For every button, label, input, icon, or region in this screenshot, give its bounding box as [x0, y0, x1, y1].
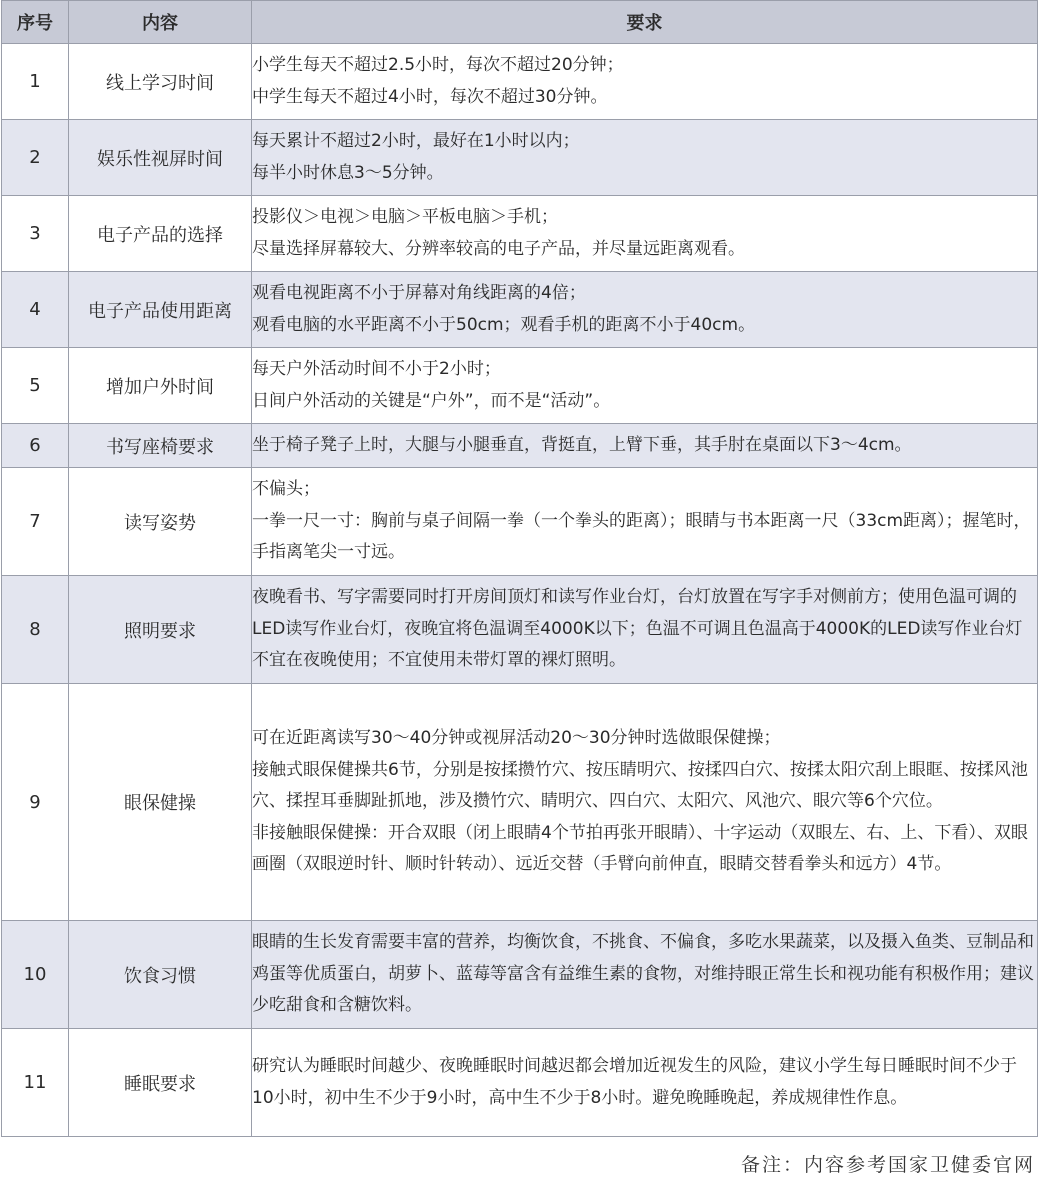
row-item: 增加户外时间	[69, 348, 252, 424]
row-requirement	[252, 424, 1038, 468]
row-number: 9	[2, 684, 69, 921]
table-row	[2, 120, 1038, 196]
row-requirement	[252, 468, 1038, 576]
requirement-line: 小学生每天不超过2.5小时，每次不超过20分钟；	[252, 54, 624, 75]
table-row	[2, 348, 1038, 424]
row-number: 4	[2, 272, 69, 348]
row-number: 5	[2, 348, 69, 424]
table-row	[2, 1029, 1038, 1137]
row-requirement	[252, 196, 1038, 272]
requirement-line: 接触式眼保健操共6节，分别是按揉攒竹穴、按压睛明穴、按揉四白穴、按揉太阳穴刮上眼眶、按揉风池穴、揉捏耳垂脚趾抓地，涉及攒竹穴、睛明穴、四白穴、太阳穴、风池穴、眼穴等6个穴位。	[252, 759, 1028, 812]
row-item: 读写姿势	[69, 468, 252, 576]
table-header-row	[2, 1, 1038, 44]
requirement-line: 非接触眼保健操：开合双眼（闭上眼睛4个节拍再张开眼睛）、十字运动（双眼左、右、上、下看）、双眼画圈（双眼逆时针、顺时针转动）、远近交替（手臂向前伸直，眼睛交替看拳头和远方）4节。	[252, 822, 1028, 875]
row-item: 饮食习惯	[69, 921, 252, 1029]
footnote: 备注：内容参考国家卫健委官网	[740, 1154, 1035, 1176]
row-item: 照明要求	[69, 576, 252, 684]
row-item: 眼保健操	[69, 684, 252, 921]
requirement-line: 眼睛的生长发育需要丰富的营养，均衡饮食，不挑食、不偏食，多吃水果蔬菜，以及摄入鱼类、豆制品和鸡蛋等优质蛋白，胡萝卜、蓝莓等富含有益维生素的食物，对维持眼正常生长和视功能有积极作用；建议少吃甜食和含糖饮料。	[252, 932, 1034, 1016]
requirement-line: 坐于椅子凳子上时，大腿与小腿垂直，背挺直，上臂下垂，其手肘在桌面以下3～4cm。	[252, 434, 912, 455]
row-item: 睡眠要求	[69, 1029, 252, 1137]
table-row	[2, 272, 1038, 348]
header-requirement: 要求	[252, 1, 1038, 44]
requirement-line: 观看电脑的水平距离不小于50cm；观看手机的距离不小于40cm。	[252, 314, 756, 335]
requirement-line: 可在近距离读写30～40分钟或视屏活动20～30分钟时选做眼保健操；	[252, 728, 781, 749]
requirement-line: 一拳一尺一寸：胸前与桌子间隔一拳（一个拳头的距离）；眼睛与书本距离一尺（33cm距离）；握笔时，手指离笔尖一寸远。	[252, 510, 1031, 563]
table-row	[2, 921, 1038, 1029]
row-requirement	[252, 576, 1038, 684]
requirement-line: 每半小时休息3～5分钟。	[252, 162, 444, 183]
table-row	[2, 576, 1038, 684]
row-item: 电子产品使用距离	[69, 272, 252, 348]
row-requirement	[252, 921, 1038, 1029]
row-requirement	[252, 120, 1038, 196]
requirement-line: 投影仪＞电视＞电脑＞平板电脑＞手机；	[252, 206, 558, 227]
header-number: 序号	[2, 1, 69, 44]
row-item: 书写座椅要求	[69, 424, 252, 468]
requirement-line: 研究认为睡眠时间越少、夜晚睡眠时间越迟都会增加近视发生的风险，建议小学生每日睡眠时间不少于10小时，初中生不少于9小时，高中生不少于8小时。避免晚睡晚起，养成规律性作息。	[252, 1055, 1017, 1108]
requirement-line: 每天累计不超过2小时，最好在1小时以内；	[252, 130, 580, 151]
requirement-line: 观看电视距离不小于屏幕对角线距离的4倍；	[252, 282, 586, 303]
requirement-line: 每天户外活动时间不小于2小时；	[252, 358, 501, 379]
row-number: 3	[2, 196, 69, 272]
header-content: 内容	[69, 1, 252, 44]
row-requirement	[252, 1029, 1038, 1137]
row-number: 6	[2, 424, 69, 468]
table-row	[2, 44, 1038, 120]
row-requirement	[252, 348, 1038, 424]
row-item: 娱乐性视屏时间	[69, 120, 252, 196]
requirement-line: 尽量选择屏幕较大、分辨率较高的电子产品，并尽量远距离观看。	[252, 238, 745, 259]
requirement-line: 夜晚看书、写字需要同时打开房间顶灯和读写作业台灯，台灯放置在写字手对侧前方；使用色温可调的LED读写作业台灯，夜晚宜将色温调至4000K以下；色温不可调且色温高于4000K的LED读写作业台灯不宜在夜晚使用；不宜使用未带灯罩的裸灯照明。	[252, 587, 1023, 671]
row-item: 线上学习时间	[69, 44, 252, 120]
table-row	[2, 468, 1038, 576]
row-requirement	[252, 684, 1038, 921]
row-requirement	[252, 272, 1038, 348]
row-item: 电子产品的选择	[69, 196, 252, 272]
requirement-line: 日间户外活动的关键是“户外”，而不是“活动”。	[252, 390, 611, 411]
requirement-line: 不偏头；	[252, 479, 320, 500]
row-number: 7	[2, 468, 69, 576]
table-row	[2, 684, 1038, 921]
requirement-line: 中学生每天不超过4小时，每次不超过30分钟。	[252, 86, 608, 107]
table-row	[2, 424, 1038, 468]
table-row	[2, 196, 1038, 272]
row-number: 1	[2, 44, 69, 120]
row-number: 2	[2, 120, 69, 196]
row-requirement	[252, 44, 1038, 120]
row-number: 11	[2, 1029, 69, 1137]
row-number: 8	[2, 576, 69, 684]
guidelines-table	[1, 0, 1038, 1137]
row-number: 10	[2, 921, 69, 1029]
